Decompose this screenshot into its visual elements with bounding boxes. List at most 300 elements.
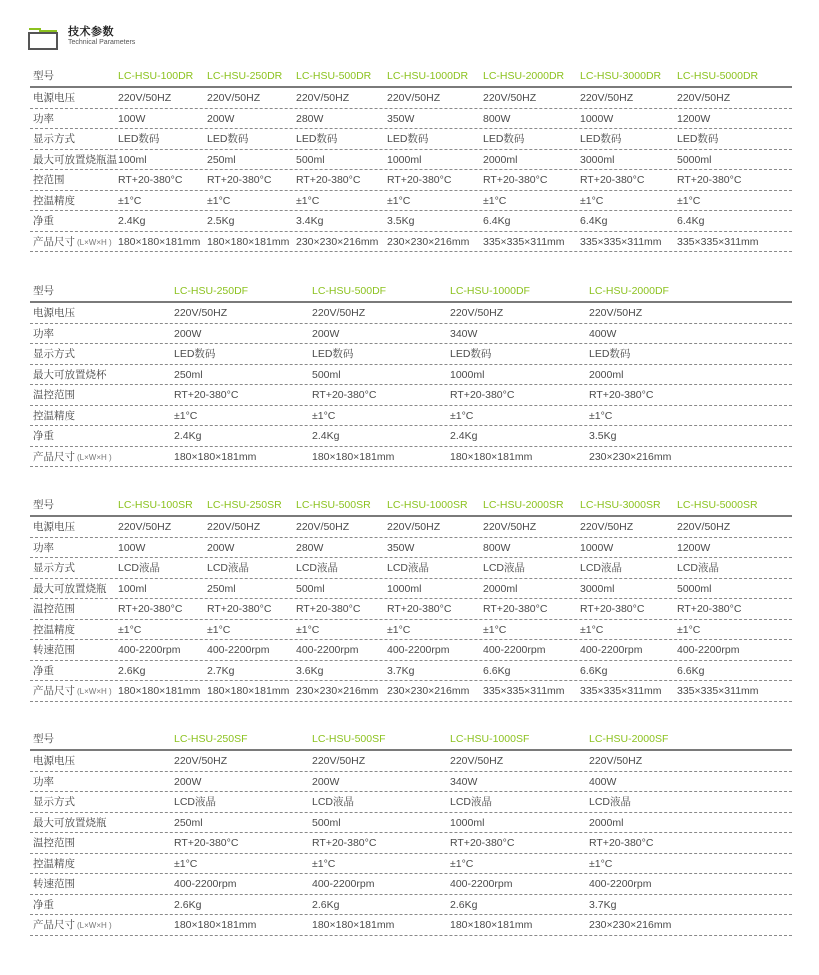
spec-value: ±1°C [174,857,198,870]
spec-value: 220V/50HZ [312,307,366,319]
table-row [30,895,792,916]
spec-value: ±1°C [450,409,474,422]
spec-value: LED数码 [580,133,622,145]
spec-value: ±1°C [483,623,507,636]
row-label-text: 净重 [33,430,54,442]
table-row [30,232,792,253]
spec-value: RT+20-380°C [589,837,654,849]
spec-value: 400-2200rpm [450,878,513,890]
spec-value: 250ml [207,153,236,166]
spec-value: ±1°C [387,623,411,636]
row-label [33,837,75,850]
spec-value: ±1°C [589,857,613,870]
spec-value: RT+20-380°C [450,837,515,849]
spec-value: 400-2200rpm [677,644,740,656]
spec-value: RT+20-380°C [174,389,239,401]
spec-value: 230×230×216mm [589,450,672,463]
dimension-hint: (L×W×H ) [77,452,112,462]
section-subtitle: Technical Parameters [68,39,136,46]
row-label [33,603,75,616]
spec-value: 220V/50HZ [174,755,228,767]
spec-value: ±1°C [207,194,231,207]
spec-value: 180×180×181mm [450,450,533,463]
spec-value: 400-2200rpm [483,644,546,656]
spec-value: 200W [312,327,340,340]
spec-value: LCD液晶 [118,562,161,574]
spec-value: 5000ml [677,153,712,166]
row-label-text: 最大可放置烧瓶温 [33,153,117,166]
spec-value: ±1°C [450,857,474,870]
spec-value: LCD液晶 [677,562,720,574]
table-row [30,579,792,600]
spec-value: 180×180×181mm [118,685,201,697]
row-label [33,624,75,637]
spec-value: 250ml [207,582,236,595]
row-label [33,878,75,891]
spec-value: 2.7Kg [207,664,235,677]
spec-value: 2.4Kg [118,215,146,227]
spec-value: 400-2200rpm [296,644,359,656]
row-label-text: 转速范围 [33,644,75,656]
spec-value: 180×180×181mm [312,919,395,931]
row-label-text: 功率 [33,541,54,554]
spec-value: LCD液晶 [207,562,250,574]
spec-value: LCD液晶 [312,796,355,808]
spec-value: 180×180×181mm [312,450,395,463]
spec-value: 400W [589,327,617,340]
spec-value: 200W [207,541,235,554]
table-row [30,833,792,854]
model-name: LC-HSU-3000SR [580,499,661,511]
row-label-text: 显示方式 [33,348,75,360]
spec-value: 280W [296,112,324,125]
spec-value: ±1°C [174,409,198,422]
spec-table-sf [30,729,792,936]
spec-value: 1000ml [387,582,422,595]
model-name: LC-HSU-100SR [118,499,193,511]
spec-value: RT+20-380°C [207,174,272,186]
table-row [30,751,792,772]
spec-value: 2000ml [483,582,518,595]
row-label [33,755,75,768]
spec-value: 6.6Kg [483,664,511,677]
spec-value: 350W [387,112,415,125]
table-row [30,558,792,579]
spec-value: RT+20-380°C [677,603,742,615]
spec-value: 2.4Kg [174,430,202,442]
spec-value: 1000W [580,112,614,125]
spec-value: 2000ml [589,368,624,381]
spec-value: RT+20-380°C [483,603,548,615]
model-name: LC-HSU-500SF [312,733,386,745]
row-label [33,562,75,575]
row-label [33,583,107,596]
table-row [30,303,792,324]
spec-value: 220V/50HZ [483,92,537,104]
table-row [30,681,792,702]
spec-value: 2.6Kg [450,898,478,911]
row-label-text: 控温精度 [33,194,75,207]
spec-value: 350W [387,541,415,554]
spec-value: RT+20-380°C [118,603,183,615]
spec-value: 220V/50HZ [296,521,350,533]
row-label [33,369,107,382]
model-name: LC-HSU-1000DF [450,285,530,297]
model-name: LC-HSU-1000SR [387,499,468,511]
spec-value: 180×180×181mm [174,919,257,931]
row-label-text: 产品尺寸 [33,919,75,931]
spec-value: 220V/50HZ [118,521,172,533]
spec-value: LCD液晶 [483,562,526,574]
spec-value: 2.4Kg [312,430,340,442]
model-name: LC-HSU-250DR [207,70,283,82]
spec-value: LCD液晶 [387,562,430,574]
row-label [33,410,75,423]
row-label [33,776,54,789]
row-label [33,348,75,361]
spec-value: 2.6Kg [312,898,340,911]
spec-value: ±1°C [580,194,604,207]
spec-value: LED数码 [589,348,631,360]
spec-value: 400-2200rpm [589,878,652,890]
spec-value: LED数码 [174,348,216,360]
spec-value: RT+20-380°C [387,603,452,615]
spec-value: ±1°C [296,194,320,207]
row-label-text: 电源电压 [33,92,75,104]
spec-value: ±1°C [118,194,142,207]
model-name: LC-HSU-5000SR [677,499,758,511]
spec-value: 220V/50HZ [174,307,228,319]
spec-value: 220V/50HZ [207,521,261,533]
spec-value: LED数码 [483,133,525,145]
table-row [30,661,792,682]
spec-value: 200W [174,327,202,340]
spec-value: 335×335×311mm [483,685,565,697]
model-name: LC-HSU-2000DR [483,70,565,82]
model-name: LC-HSU-2000SR [483,499,564,511]
row-label-text: 转速范围 [33,878,75,890]
spec-value: RT+20-380°C [118,174,183,186]
model-label: 型号 [33,499,54,511]
spec-value: 400-2200rpm [207,644,270,656]
spec-value: 340W [450,327,478,340]
spec-value: 800W [483,112,511,125]
spec-value: 250ml [174,368,203,381]
spec-value: ±1°C [677,194,701,207]
spec-value: 400-2200rpm [118,644,181,656]
dimension-hint: (L×W×H ) [77,921,112,930]
model-name: LC-HSU-250SR [207,499,282,511]
spec-value: 3.5Kg [387,215,415,227]
spec-value: 180×180×181mm [450,919,533,931]
row-label-text: 显示方式 [33,796,75,808]
row-label-text: 温控范围 [33,837,75,849]
table-row [30,406,792,427]
spec-value: 6.4Kg [677,215,705,227]
spec-value: 220V/50HZ [387,521,441,533]
table-row [30,344,792,365]
spec-value: 180×180×181mm [118,235,201,248]
model-name: LC-HSU-1000SF [450,733,530,745]
spec-value: 400-2200rpm [312,878,375,890]
spec-value: 500ml [312,368,341,381]
spec-value: 250ml [174,816,203,829]
table-row [30,211,792,232]
spec-value: RT+20-380°C [296,174,361,186]
model-label: 型号 [33,70,54,82]
folder-icon [28,26,58,50]
model-label: 型号 [33,285,54,297]
spec-value: RT+20-380°C [207,603,272,615]
spec-value: 6.4Kg [580,215,608,227]
row-label-text: 显示方式 [33,133,75,145]
spec-value: 1000W [580,541,614,554]
model-name: LC-HSU-5000DR [677,70,759,82]
row-label [33,858,75,871]
spec-value: 200W [312,775,340,788]
spec-value: 220V/50HZ [483,521,537,533]
row-label [33,133,75,146]
row-label [33,451,112,464]
row-label-text: 功率 [33,327,54,340]
spec-value: 400W [589,775,617,788]
spec-value: 800W [483,541,511,554]
spec-value: RT+20-380°C [483,174,548,186]
row-label-text: 功率 [33,112,54,125]
row-label [33,919,112,932]
table-row [30,447,792,468]
row-label [33,796,75,809]
spec-value: RT+20-380°C [174,837,239,849]
spec-value: 3000ml [580,153,615,166]
spec-value: 180×180×181mm [174,450,257,463]
table-row [30,150,792,171]
spec-value: LED数码 [207,133,249,145]
model-name: LC-HSU-500DR [296,70,372,82]
row-label [33,195,75,208]
row-label [33,113,54,126]
row-label [33,154,117,167]
spec-value: 280W [296,541,324,554]
spec-table-dr [30,66,792,252]
spec-value: 220V/50HZ [450,755,504,767]
table-row [30,385,792,406]
spec-value: 220V/50HZ [296,92,350,104]
row-label-text: 产品尺寸 [33,685,75,697]
spec-value: 100ml [118,153,147,166]
table-row [30,88,792,109]
spec-value: ±1°C [677,623,701,636]
spec-value: 335×335×311mm [483,235,565,248]
spec-value: 2.6Kg [174,898,202,911]
spec-value: ±1°C [387,194,411,207]
spec-value: ±1°C [296,623,320,636]
row-label-text: 显示方式 [33,562,75,574]
row-label [33,430,54,443]
spec-value: 5000ml [677,582,712,595]
spec-value: LCD液晶 [589,796,632,808]
spec-value: 100W [118,112,146,125]
row-label-text: 净重 [33,898,54,911]
row-label-text: 控温精度 [33,409,75,422]
row-label-text: 产品尺寸 [33,235,75,248]
model-name: LC-HSU-1000DR [387,70,469,82]
table-row [30,813,792,834]
spec-value: 400-2200rpm [174,878,237,890]
row-label [33,236,112,249]
spec-table-df [30,281,792,467]
spec-value: ±1°C [483,194,507,207]
spec-value: 3000ml [580,582,615,595]
spec-value: 3.7Kg [589,898,617,911]
spec-value: 230×230×216mm [387,235,470,248]
row-label-text: 温控范围 [33,389,75,401]
table-row [30,365,792,386]
model-name: LC-HSU-250DF [174,285,249,297]
table-row [30,915,792,936]
spec-value: LCD液晶 [174,796,217,808]
spec-value: LED数码 [296,133,338,145]
table-header-row [30,66,792,88]
table-row [30,854,792,875]
spec-value: RT+20-380°C [312,389,377,401]
spec-value: LED数码 [312,348,354,360]
spec-value: 3.6Kg [296,664,324,677]
spec-value: 220V/50HZ [580,92,634,104]
table-row [30,874,792,895]
model-name: LC-HSU-3000DR [580,70,662,82]
table-header-row [30,281,792,303]
row-label-text: 最大可放置烧瓶 [33,582,107,595]
table-header-row [30,729,792,751]
model-name: LC-HSU-250SF [174,733,248,745]
spec-value: 3.5Kg [589,430,617,442]
row-label [33,307,75,320]
row-label [33,685,112,698]
spec-value: 500ml [312,816,341,829]
spec-value: RT+20-380°C [450,389,515,401]
dimension-hint: (L×W×H ) [77,687,112,696]
model-label: 型号 [33,733,54,745]
table-row [30,640,792,661]
spec-value: ±1°C [207,623,231,636]
row-label-text: 功率 [33,775,54,788]
spec-value: 220V/50HZ [677,92,731,104]
spec-value: 400-2200rpm [580,644,643,656]
row-label-text: 控范围 [33,174,65,186]
row-label [33,899,54,912]
spec-value: 1000ml [450,816,485,829]
spec-value: 6.4Kg [483,215,511,227]
table-row [30,426,792,447]
spec-value: ±1°C [312,409,336,422]
row-label-text: 电源电压 [33,755,75,767]
spec-table-sr [30,495,792,702]
spec-value: 2000ml [483,153,518,166]
spec-value: 220V/50HZ [312,755,366,767]
spec-value: 1000ml [450,368,485,381]
row-label [33,644,75,657]
row-label-text: 净重 [33,664,54,677]
row-label [33,521,75,534]
spec-value: 220V/50HZ [207,92,261,104]
spec-value: 500ml [296,153,325,166]
spec-value: 220V/50HZ [589,307,643,319]
row-label [33,92,75,105]
spec-value: RT+20-380°C [580,174,645,186]
spec-value: RT+20-380°C [387,174,452,186]
row-label [33,817,107,830]
spec-value: LCD液晶 [296,562,339,574]
spec-value: LCD液晶 [450,796,493,808]
spec-value: 200W [207,112,235,125]
model-name: LC-HSU-500DF [312,285,387,297]
spec-value: 2.5Kg [207,215,235,227]
table-row [30,324,792,345]
spec-value: 180×180×181mm [207,235,290,248]
row-label-text: 最大可放置烧瓶 [33,816,107,829]
spec-value: 500ml [296,582,325,595]
row-label-text: 温控范围 [33,603,75,615]
model-name: LC-HSU-100DR [118,70,194,82]
spec-value: 230×230×216mm [589,919,672,931]
dimension-hint: (L×W×H ) [77,237,112,247]
spec-value: RT+20-380°C [296,603,361,615]
spec-value: ±1°C [312,857,336,870]
model-name: LC-HSU-2000SF [589,733,669,745]
spec-value: 220V/50HZ [580,521,634,533]
table-row [30,517,792,538]
table-row [30,170,792,191]
row-label-text: 控温精度 [33,623,75,636]
spec-value: RT+20-380°C [589,389,654,401]
row-label-text: 最大可放置烧杯 [33,368,107,381]
spec-value: ±1°C [589,409,613,422]
spec-value: LED数码 [387,133,429,145]
spec-value: 400-2200rpm [387,644,450,656]
spec-value: 2000ml [589,816,624,829]
spec-value: 200W [174,775,202,788]
spec-value: 220V/50HZ [387,92,441,104]
spec-value: 100W [118,541,146,554]
spec-value: 335×335×311mm [580,685,662,697]
row-label-text: 电源电压 [33,521,75,533]
spec-value: ±1°C [580,623,604,636]
spec-value: 340W [450,775,478,788]
table-row [30,191,792,212]
spec-value: 1200W [677,541,711,554]
spec-value: 335×335×311mm [677,685,759,697]
spec-value: 1000ml [387,153,422,166]
row-label [33,328,54,341]
spec-value: 2.6Kg [118,664,146,677]
table-header-row [30,495,792,517]
spec-value: 6.6Kg [580,664,608,677]
spec-value: 6.6Kg [677,664,705,677]
spec-value: RT+20-380°C [580,603,645,615]
row-label [33,174,65,187]
spec-value: 100ml [118,582,147,595]
row-label-text: 净重 [33,215,54,227]
row-label [33,542,54,555]
spec-value: LED数码 [677,133,719,145]
spec-value: 2.4Kg [450,430,478,442]
spec-value: LCD液晶 [580,562,623,574]
table-row [30,599,792,620]
row-label [33,389,75,402]
table-row [30,620,792,641]
table-row [30,792,792,813]
